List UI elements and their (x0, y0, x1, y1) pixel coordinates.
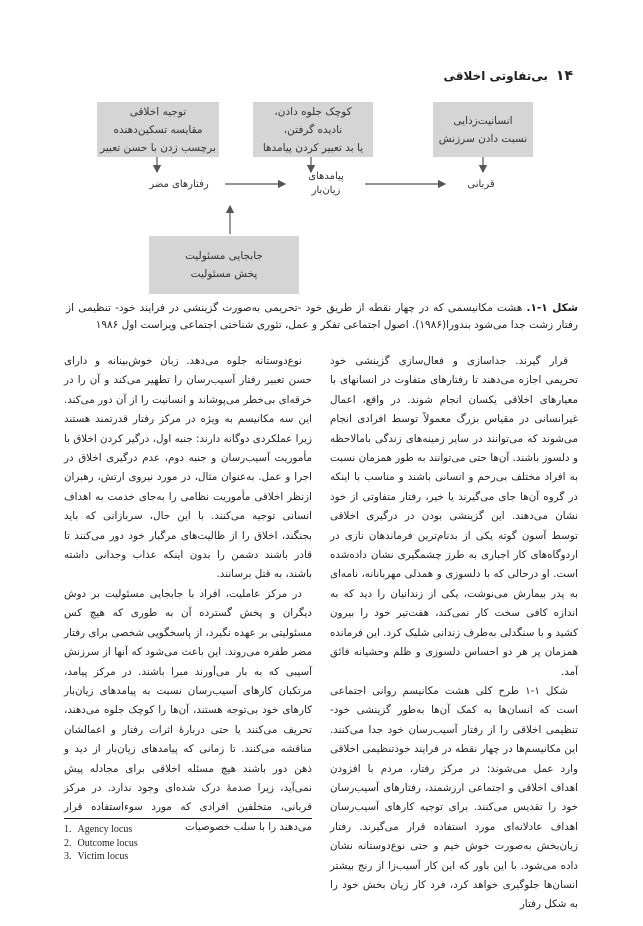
running-title: بی‌تفاوتی اخلاقی (443, 69, 548, 83)
footnote: 3. Victim locus (64, 851, 129, 862)
caption-text: هشت مکانیسمی که در چهار نقطه از طریق خود -تحریمی به‌صورت گزینشی در فرایند خود- تنظیمی از رفتار زشت جدا می‌شود بندورا(۱۹۸۶). اصول اجتماعی تفکر و عمل، تئوری شناختی اجتماعی ویراست اول ۱۹۸۶ (66, 302, 578, 331)
figure-caption (66, 300, 578, 334)
page-number: ۱۴ (555, 68, 573, 84)
footnote-divider (64, 818, 312, 819)
paragraph: قرار گیرند. جداسازی و فعال‌سازی گزینشی خود تحریمی اجازه می‌دهند تا رفتارهای متفاوت در انسانهای با معیارهای اخلاقی یکسان انجام شوند. در واقع، اعمال غیرانسانی در مقیاس بزرگ معمولاً توسط افرادی انجام می‌شوند که می‌توانند در سایر زمینه‌های زندگی بامالاحظه و دلسوز باشند. آن‌ها حتی می‌توانند به طور همزمان نسبت به افراد مختلف بی‌رحم و انسانی باشند و مناسب با اینکه در گروه آن‌ها جای می‌گیرند یا خیر، رفتار متفاوتی از خود نشان می‌دهند. این گزینشی بودن در درگیری اخلاقی توسط آسون گوته یکی از بدنام‌ترین فرماندهان نازی در اردوگاه‌های کار اجباری به طرز چشمگیری نشان داده‌شده است. او درحالی که با دلسوزی و همدلی مهربانانه، نامه‌ای به پدر بیمارش می‌نوشت، یکی از زندانیان را دید که به اندازه کافی سخت کار نمی‌کند، هفت‌تیر خود را بیرون کشید و با سنگدلی به‌طرف زندانی شلیک کرد. این فرمانده همزمان پر هر دو احساس دلسوزی و ظلم وحشیانه فائق آمد. (330, 355, 578, 678)
caption-label: شکل ۱-۱. (526, 302, 578, 314)
running-header (353, 66, 573, 86)
right-column (330, 352, 578, 915)
behavior-node: رفتارهای مضر (149, 179, 209, 190)
footnote: 1. Agency locus (64, 824, 133, 835)
victim-mechanisms-box: انسانیت‌زدایی نسبت دادن سرزنش (433, 102, 533, 157)
paragraph: نوع‌دوستانه جلوه می‌دهد. زبان خوش‌بینانه و دارای حسن تعبیر رفتار آسیب‌رسان را تطهیر می‌کند و آن را در خرقه‌ای بی‌خطر می‌پوشاند و انسانیت را از آن دور می‌کند. این سه مکانیسم به ویژه در مرکز رفتار قدرتمند هستند زیرا عملکردی دوگانه دارند: جنبه اول، درگیر کردن اخلاق با مأموریت آسیب‌رسان و جنبه دوم، عدم درگیری اخلاق در اجرا و عمل. به‌عنوان مثال، در مورد نیروی ارتش، رهبران ازنظر اخلاقی مأموریت نظامی را به‌جای خدمت به اهداف انسانی توجیه می‌کنند. با این حال، سربازانی که باید بجنگند، اخلاق را از ظالیت‌های مرگبار خود دور می‌کنند تا قادر باشند دشمن را بدون اینکه عذاب وجدانی داشته باشند، به قتل برسانند. (64, 355, 312, 581)
footnote: 2. Outcome locus (64, 837, 138, 849)
victim-node: قربانی (467, 179, 495, 190)
paragraph: شکل ۱-۱ طرح کلی هشت مکانیسم روانی اجتماعی است که انسان‌ها به کمک آن‌ها به‌طور گزینشی خود-تنظیمی اخلاقی را از رفتار آسیب‌رسان خود جدا می‌کنند. این مکانیسم‌ها در چهار نقطه در فرایند خودتنظیمی اخلاقی وارد عمل می‌شوند: در مرکز رفتار، مردم با افزودن اهداف اخلاقی و اجتماعی ارزشمند، رفتارهای آسیب‌رسان خود را تقدیس می‌کنند. برای توجیه کارهای آسیب‌رسان اهداف عادلانه‌ای مورد استفاده قرار می‌گیرند. رفتار زیان‌بخش به‌صورت خوش خیم و حتی نوع‌دوستانه نشان داده می‌شود. با این باور که این کار آسیب‌زا از رنج بیشتر انسان‌ها جلوگیری خواهد کرد، فرد کار زیان بخش خود را به شکل رفتار (330, 684, 578, 911)
outcome-mechanisms-box: کوچک جلوه دادن، نادیده گرفتن، یا بد تعبیر کردن پیامدها (253, 102, 373, 157)
paragraph: در مرکز عاملیت، افراد با جابجایی مسئولیت بر دوش دیگران و پخش گسترده آن به طوری که هیچ کس مسئولیتی بر عهده نگیرد، از پاسخگویی شخصی برای رفتار مضر طفره می‌روند. این باعث می‌شود که آنها از سرزنش آسیبی که به بار می‌آورند مبرا باشند. در مرکز پیامد، مرتکبان کارهای آسیب‌رسان نسبت به پیامدهای زیان‌بار کارهای خود بی‌توجه هستند، آن‌ها را کوچک جلوه می‌دهند، تحریف می‌کنند یا حتی دربارهٔ اثرات رفتار و اعمالشان مناقشه می‌کنند. تا زمانی که پیامدهای زیان‌بار از دید و ذهن دور باشند هیچ مسئله اخلاقی برای مجادله پیش نمی‌آید، زیرا صدمهٔ درک شده‌ای وجود ندارد. در مرکز قربانی، متخلفین افرادی که مورد سوءاستفاده قرار می‌دهند را با سلب خصوصیات (64, 587, 312, 833)
outcome-node: پیامدهای زیان‌بار (308, 171, 344, 196)
responsibility-mechanisms-box: جابجایی مسئولیت پخش مسئولیت (149, 236, 299, 294)
footnotes (64, 823, 312, 864)
agency-mechanisms-box: توجیه اخلاقی مقایسه تسکین‌دهنده برچسب زدن با حسن تعبیر (97, 102, 219, 157)
figure-diagram (95, 100, 575, 296)
